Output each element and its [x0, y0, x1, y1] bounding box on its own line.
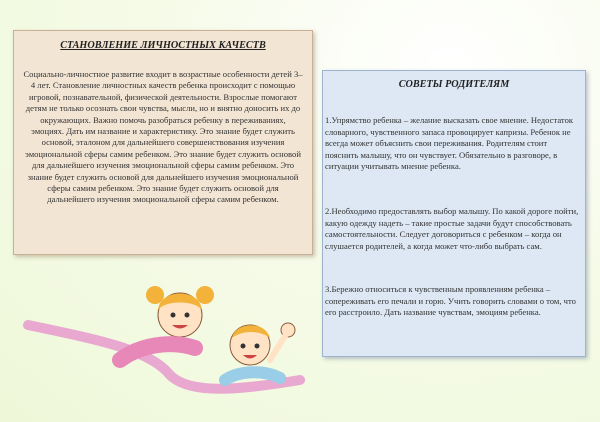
personal-qualities-title: СТАНОВЛЕНИЕ ЛИЧНОСТНЫХ КАЧЕСТВ	[60, 40, 266, 51]
personal-qualities-panel	[13, 30, 313, 255]
parent-tip-3: 3.Бережно относиться к чувственным проявлениям ребенка – сопереживать его печали и горю. Учить говорить словами о том, что его расстроило. Дать название чувствам, эмоциям ребенка.	[325, 284, 576, 318]
parent-tip-1: 1.Упрямство ребенка – желание высказать свое мнение. Недостаток словарного, чувственного запаса провоцирует капризы. Ребенок не всегда может объяснить свои переживания. Родителям стоит пояснить малышу, что он чувствует. Обязательно в разговоре, в ситуации учитывать мнение ребенка.	[325, 115, 574, 172]
parent-tips-title: СОВЕТЫ РОДИТЕЛЯМ	[398, 79, 510, 90]
parent-tip-2: 2.Необходимо предоставлять выбор малышу. По какой дороге пойти, какую одежду надеть – такие простые задачи будут способствовать самостоятельности. Следует договориться с ребенком – когда он слушается родителей, а когда может что-либо выбрать сам.	[325, 206, 579, 251]
children-illustration	[20, 270, 320, 410]
parent-tips-panel	[322, 70, 586, 357]
personal-qualities-text: Социально-личностное развитие входит в возрастные особенности детей 3–4 лет. Становление личностных качеств ребенка происходит с помощью игровой, познавательной, физической деятельности. Взрослые помогают детям не только осознать свои чувства, мысли, но и внятно доносить их до окружающих. Важно помочь разобраться ребенку в переживаниях, эмоциях. Дать им название и характеристику. Это знание будет служить основой, эталоном для дальнейшего совершенствования изучения эмоциональной сферы самим ребенком. Это знание будет служить основой для дальнейшего изучения эмоциональной сферы самим ребенком. Это знание будет служить основой для дальнейшего изучения эмоциональной сферы самим ребенком. Это знание будет служить основой для дальнейшего изучения эмоциональной сферы самим ребенком.	[23, 69, 303, 205]
